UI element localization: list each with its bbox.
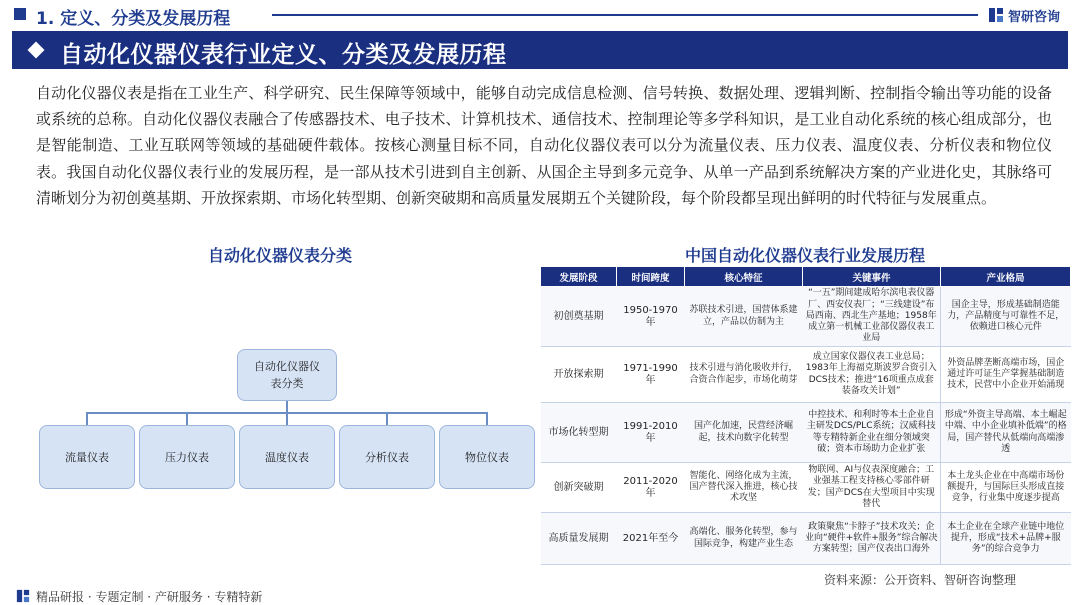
diamond-icon [28, 42, 45, 59]
span-cell: 2011-2020年 [617, 463, 685, 513]
stage-cell: 创新突破期 [541, 463, 617, 513]
section-title: 1. 定义、分类及发展历程 [36, 9, 231, 29]
footer-logo-icon [16, 589, 30, 603]
table-row [541, 513, 1071, 565]
column-header: 产业格局 [941, 267, 1071, 287]
section-header [0, 0, 1080, 30]
section-marker [14, 8, 26, 20]
stage-cell: 高质量发展期 [541, 513, 617, 565]
connector-leaf-2 [186, 412, 188, 425]
history-table [540, 266, 1071, 565]
span-cell: 2021年至今 [617, 513, 685, 565]
events-cell: 政策聚焦“卡脖子”技术攻关；企业向“硬件+软件+服务”综合解决方案转型；国产仪表出口海外 [803, 513, 941, 565]
span-cell: 1950-1970年 [617, 287, 685, 347]
pattern-cell: 本土龙头企业在中高端市场份额提升，与国际巨头形成直接竞争，行业集中度逐步提高 [941, 463, 1071, 513]
table-header-row [541, 267, 1071, 287]
connector-leaf-4 [386, 412, 388, 425]
events-cell: 中控技术、和利时等本土企业自主研发DCS/PLC系统；汉威科技等专精特新企业在细分领域突破；资本市场助力企业扩张 [803, 403, 941, 463]
title-banner [12, 31, 1068, 69]
leaf-label: 物位仪表 [465, 451, 509, 464]
classification-root-node [237, 349, 337, 401]
feature-cell: 国产化加速，民营经济崛起，技术向数字化转型 [685, 403, 803, 463]
footer-text: 精品研报 · 专题定制 · 产研服务 · 专精特新 [36, 590, 263, 604]
stage-cell: 市场化转型期 [541, 403, 617, 463]
feature-cell: 智能化、网络化成为主流，国产替代深入推进，核心技术攻坚 [685, 463, 803, 513]
leaf-label: 温度仪表 [265, 451, 309, 464]
column-header: 时间跨度 [617, 267, 685, 287]
column-header: 关键事件 [803, 267, 941, 287]
page-title: 自动化仪器仪表行业定义、分类及发展历程 [60, 42, 507, 68]
pattern-cell: 本土企业在全球产业链中地位提升，形成“技术+品牌+服务”的综合竞争力 [941, 513, 1071, 565]
leaf-node-analysis [339, 425, 435, 489]
pattern-cell: 外资品牌垄断高端市场，国企通过许可证生产掌握基础制造技术，民营中小企业开始涌现 [941, 347, 1071, 403]
leaf-label: 流量仪表 [65, 451, 109, 464]
table-row [541, 463, 1071, 513]
events-cell: “一五”期间建成哈尔滨电表仪器厂、西安仪表厂；“三线建设”布局西南、西北生产基地；1958年成立第一机械工业部仪器仪表工业局 [803, 287, 941, 347]
table-row [541, 347, 1071, 403]
stage-cell: 初创奠基期 [541, 287, 617, 347]
column-header: 发展阶段 [541, 267, 617, 287]
source-note: 资料来源：公开资料、智研咨询整理 [824, 573, 1017, 587]
leaf-node-pressure [139, 425, 235, 489]
feature-cell: 技术引进与消化吸收并行，合资合作起步，市场化萌芽 [685, 347, 803, 403]
events-cell: 成立国家仪器仪表工业总局；1983年上海福克斯波罗合资引入DCS技术；推进“16项重点成套装备攻关计划” [803, 347, 941, 403]
events-cell: 物联网、AI与仪表深度融合；工业强基工程支持核心零部件研发；国产DCS在大型项目中实现替代 [803, 463, 941, 513]
leaf-node-flow [39, 425, 135, 489]
column-header: 核心特征 [685, 267, 803, 287]
span-cell: 1971-1990年 [617, 347, 685, 403]
brand-logo [988, 5, 1080, 25]
pattern-cell: 形成“外资主导高端、本土崛起中端、中小企业填补低端”的格局，国产替代从低端向高端渗透 [941, 403, 1071, 463]
logo-icon [988, 7, 1004, 23]
logo-text: 智研咨询 [1008, 10, 1061, 25]
header-rule [272, 14, 978, 16]
connector-leaf-1 [86, 412, 88, 425]
classification-heading: 自动化仪器仪表分类 [207, 246, 352, 265]
root-node-label: 自动化仪器仪表分类 [254, 360, 320, 390]
feature-cell: 苏联技术引进，国营体系建立，产品以仿制为主 [685, 287, 803, 347]
pattern-cell: 国企主导，形成基础制造能力，产品精度与可靠性不足，依赖进口核心元件 [941, 287, 1071, 347]
leaf-node-temperature [239, 425, 335, 489]
span-cell: 1991-2010年 [617, 403, 685, 463]
table-row [541, 403, 1071, 463]
leaf-label: 分析仪表 [365, 451, 409, 464]
leaf-node-level [439, 425, 535, 489]
connector-leaf-3 [286, 412, 288, 425]
connector-leaf-5 [486, 412, 488, 425]
table-row [541, 287, 1071, 347]
intro-paragraph: 自动化仪器仪表是指在工业生产、科学研究、民生保障等领域中，能够自动完成信息检测、信号转换、数据处理、逻辑判断、控制指令输出等功能的设备或系统的总称。自动化仪器仪表融合了传感器技术、电子技术、计算机技术、通信技术、控制理论等多学科知识，是工业自动化系统的核心组成部分，也是智能制造、工业互联网等领域的基础硬件载体。按核心测量目标不同，自动化仪器仪表可以分为流量仪表、压力仪表、温度仪表、分析仪表和物位仪表。我国自动化仪器仪表行业的发展历程，是一部从技术引进到自主创新、从国企主导到多元竞争、从单一产品到系统解决方案的产业进化史，其脉络可清晰划分为初创奠基期、开放探索期、市场化转型期、创新突破期和高质量发展期五个关键阶段，每个阶段都呈现出鲜明的时代特征与发展重点。 [36, 84, 1052, 207]
leaf-label: 压力仪表 [165, 451, 209, 464]
feature-cell: 高端化、服务化转型，参与国际竞争，构建产业生态 [685, 513, 803, 565]
stage-cell: 开放探索期 [541, 347, 617, 403]
history-heading: 中国自动化仪器仪表行业发展历程 [684, 246, 925, 265]
